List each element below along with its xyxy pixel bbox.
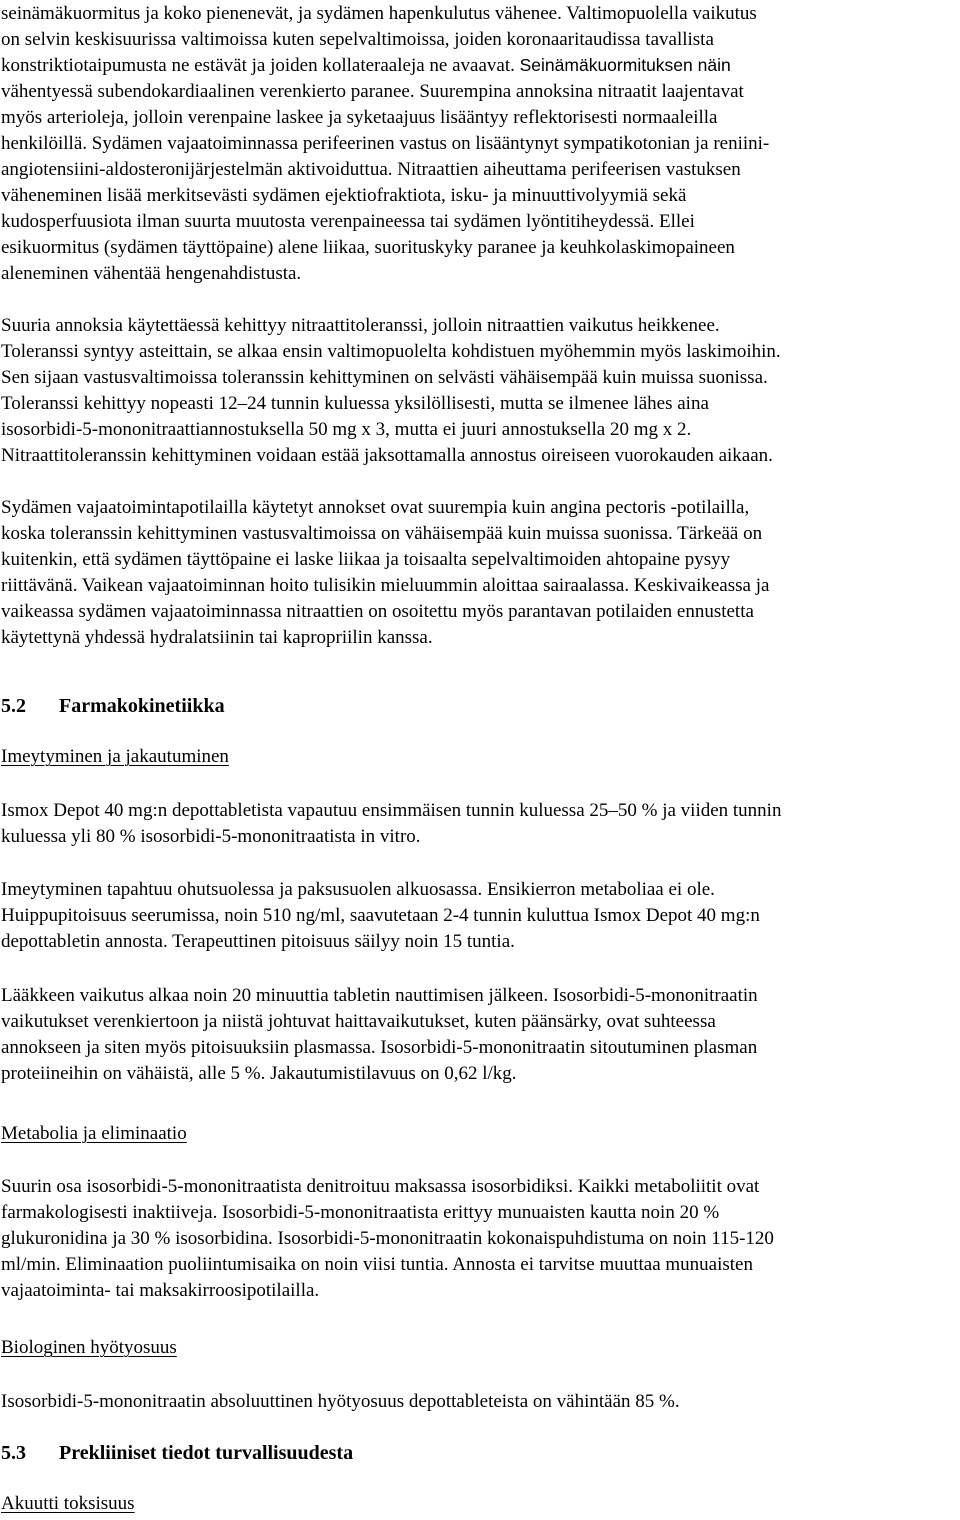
text-span: Nitraattien aiheuttama perifeerisen vastuksen	[397, 159, 741, 180]
text-span: vähentyessä subendokardiaalinen verenkierto paranee.	[1, 81, 420, 102]
text-span: myös arterioleja, jolloin verenpaine laskee ja syketaajuus lisääntyy reflektorisesti normaaleilla	[1, 107, 718, 128]
text-span: Suurempina annoksina nitraatit laajentavat	[419, 81, 744, 102]
text-line	[1, 928, 515, 955]
text-line	[1, 1034, 757, 1061]
text-line	[1, 598, 754, 625]
text-span: Ismox Depot 40 mg:n depottabletista vapautuu ensimmäisen tunnin kuluessa 25–50 % ja viiden tunnin	[1, 800, 782, 821]
text-span: Lääkkeen vaikutus alkaa noin 20 minuuttia tabletin nauttimisen jälkeen. Isosorbidi-5-mononitraatin	[1, 985, 758, 1006]
text-span: farmakologisesti inaktiiveja. Isosorbidi-5-mononitraatista erittyy munuaisten kautta noin 20 %	[1, 1202, 720, 1223]
text-span: esikuormitus (sydämen täyttöpaine) alene liikaa, suorituskyky paranee ja keuhkolaskimopaineen	[1, 237, 735, 258]
text-line	[1, 1199, 719, 1226]
text-line	[1, 624, 433, 651]
text-span: kuluessa yli 80 % isosorbidi-5-mononitraatista in vitro.	[1, 826, 421, 847]
text-span: Toleranssi kehittyy nopeasti 12–24 tunnin kuluessa yksilöllisesti, mutta se ilmenee lähes aina	[1, 393, 709, 414]
text-span: angiotensiini-aldosteronijärjestelmän aktivoiduttua.	[1, 159, 398, 180]
text-span: Sydämen vajaatoiminnassa perifeerinen vastus on lisääntynyt sympatikotonian ja reniini-	[91, 133, 770, 154]
text-line	[1, 520, 762, 547]
text-line	[1, 208, 695, 235]
text-line	[1, 0, 757, 27]
text-line	[1, 234, 735, 261]
text-span: Sydämen vajaatoimintapotilailla käytetyt annokset ovat suurempia kuin angina pectoris -potilailla,	[1, 497, 750, 518]
section-title: Farmakokinetiikka	[59, 695, 225, 717]
text-span: Suurin osa isosorbidi-5-mononitraatista denitroituu maksassa isosorbidiksi. Kaikki metaboliitit ovat	[1, 1176, 760, 1197]
text-span: henkilöillä.	[1, 133, 92, 154]
text-line	[1, 312, 720, 339]
subsection-heading: Metabolia ja eliminaatio	[1, 1123, 187, 1144]
section-title: Prekliiniset tiedot turvallisuudesta	[59, 1442, 354, 1464]
text-line	[1, 1225, 774, 1252]
text-line	[1, 1008, 716, 1035]
text-span: vaikeassa sydämen vajaatoiminnassa nitraattien on osoitettu myös parantavan potilaiden ennustetta	[1, 601, 754, 622]
text-line	[1, 546, 730, 573]
text-span: glukuronidina ja 30 % isosorbidina. Isosorbidi-5-mononitraatin kokonaispuhdistuma on noin 115-120	[1, 1228, 774, 1249]
text-span: vajaatoiminta- tai maksakirroosipotilailla.	[1, 1280, 320, 1301]
text-line	[1, 260, 301, 287]
text-span: ml/min. Eliminaation puoliintumisaika on noin viisi tuntia. Annosta ei tarvitse muuttaa munuaisten	[1, 1254, 753, 1275]
text-line	[1, 797, 781, 824]
text-span: Imeytyminen tapahtuu ohutsuolessa ja paksusuolen alkuosassa. Ensikierron metaboliaa ei ole.	[1, 879, 715, 900]
text-line	[1, 364, 768, 391]
text-span: annokseen ja siten myös pitoisuuksiin plasmassa. Isosorbidi-5-mononitraatin sitoutuminen plasman	[1, 1037, 758, 1058]
section-number: 5.2	[1, 695, 26, 717]
text-line	[1, 1388, 680, 1415]
text-span: aleneminen vähentää hengenahdistusta.	[1, 263, 302, 284]
text-line	[1, 390, 709, 417]
text-line	[1, 52, 731, 79]
text-span: riittävänä. Vaikean vajaatoiminnan hoito tulisikin mieluummin aloittaa sairaalassa. Keskivaikeassa ja	[1, 575, 770, 596]
text-span: depottabletin annosta. Terapeuttinen pitoisuus säilyy noin 15 tuntia.	[1, 931, 515, 952]
text-span: seinämäkuormitus ja koko pienenevät, ja sydämen hapenkulutus vähenee. Valtimopuolella vaikutus	[1, 3, 757, 24]
text-span: käytettynä yhdessä hydralatsiinin tai kapropriilin kanssa.	[1, 627, 433, 648]
section-number: 5.3	[1, 1442, 26, 1464]
text-line	[1, 78, 744, 105]
text-line	[1, 572, 769, 599]
subsection-heading: Akuutti toksisuus	[1, 1493, 135, 1514]
section-heading	[1, 1440, 353, 1467]
text-line	[1, 494, 749, 521]
text-span: kuitenkin, että sydämen täyttöpaine ei laske liikaa ja toisaalta sepelvaltimoiden ahtopaine pysyy	[1, 549, 731, 570]
text-span: isosorbidi-5-mononitraattiannostuksella 50 mg x 3, mutta ei juuri annostuksella 20 mg x 2.	[1, 419, 692, 440]
text-line	[1, 1120, 187, 1147]
text-line	[1, 1173, 759, 1200]
text-line	[1, 823, 421, 850]
text-line	[1, 156, 741, 183]
text-span: kudosperfuusiota ilman suurta muutosta verenpaineessa tai sydämen lyöntitiheydessä. Ellei	[1, 211, 695, 232]
text-line	[1, 442, 773, 469]
text-line	[1, 26, 714, 53]
text-line	[1, 416, 691, 443]
text-span: väheneminen lisää merkitsevästi sydämen ejektiofraktiota, isku- ja minuuttivolyymiä sekä	[1, 185, 687, 206]
text-span: Huippupitoisuus seerumissa, noin 510 ng/ml, saavutetaan 2-4 tunnin kuluttua Ismox Depot 40 mg:n	[1, 905, 760, 926]
text-span: Sen sijaan vastusvaltimoissa toleranssin kehittyminen on selvästi vähäisempää kuin muissa suonissa.	[1, 367, 768, 388]
text-line	[1, 902, 760, 929]
text-line	[1, 1060, 517, 1087]
text-line	[1, 1490, 135, 1517]
text-line	[1, 130, 769, 157]
subsection-heading: Imeytyminen ja jakautuminen	[1, 746, 229, 767]
text-span: vaikutukset verenkiertoon ja niistä johtuvat haittavaikutukset, kuten päänsärky, ovat suhteessa	[1, 1011, 716, 1032]
text-span: Seinämäkuormituksen näin	[519, 55, 731, 75]
text-line	[1, 1277, 319, 1304]
text-span: koska toleranssin kehittyminen vastusvaltimoissa on vähäisempää kuin muissa suonissa. Tärkeää on	[1, 523, 763, 544]
text-span: Nitraattitoleranssin kehittyminen voidaan estää jaksottamalla annostus oireiseen vuorokauden aikaan.	[1, 445, 773, 466]
text-span: konstriktiotaipumusta ne estävät ja joiden kollateraaleja ne avaavat.	[1, 55, 520, 76]
text-line	[1, 876, 715, 903]
text-line	[1, 338, 781, 365]
text-span: Toleranssi syntyy asteittain, se alkaa ensin valtimopuolelta kohdistuen myöhemmin myös laskimoihin.	[1, 341, 781, 362]
text-line	[1, 182, 686, 209]
text-span: proteiineihin on vähäistä, alle 5 %. Jakautumistilavuus on 0,62 l/kg.	[1, 1063, 517, 1084]
text-line	[1, 104, 717, 131]
text-line	[1, 1334, 177, 1361]
text-span: on selvin keskisuurissa valtimoissa kuten sepelvaltimoissa, joiden koronaaritaudissa tavallista	[1, 29, 714, 50]
text-line	[1, 1251, 753, 1278]
text-span: Suuria annoksia käytettäessä kehittyy nitraattitoleranssi, jolloin nitraattien vaikutus heikkenee.	[1, 315, 720, 336]
subsection-heading: Biologinen hyötyosuus	[1, 1337, 177, 1358]
text-span: Isosorbidi-5-mononitraatin absoluuttinen hyötyosuus depottableteista on vähintään 85 %.	[1, 1391, 680, 1412]
text-line	[1, 743, 229, 770]
text-line	[1, 982, 758, 1009]
section-heading	[1, 693, 225, 720]
